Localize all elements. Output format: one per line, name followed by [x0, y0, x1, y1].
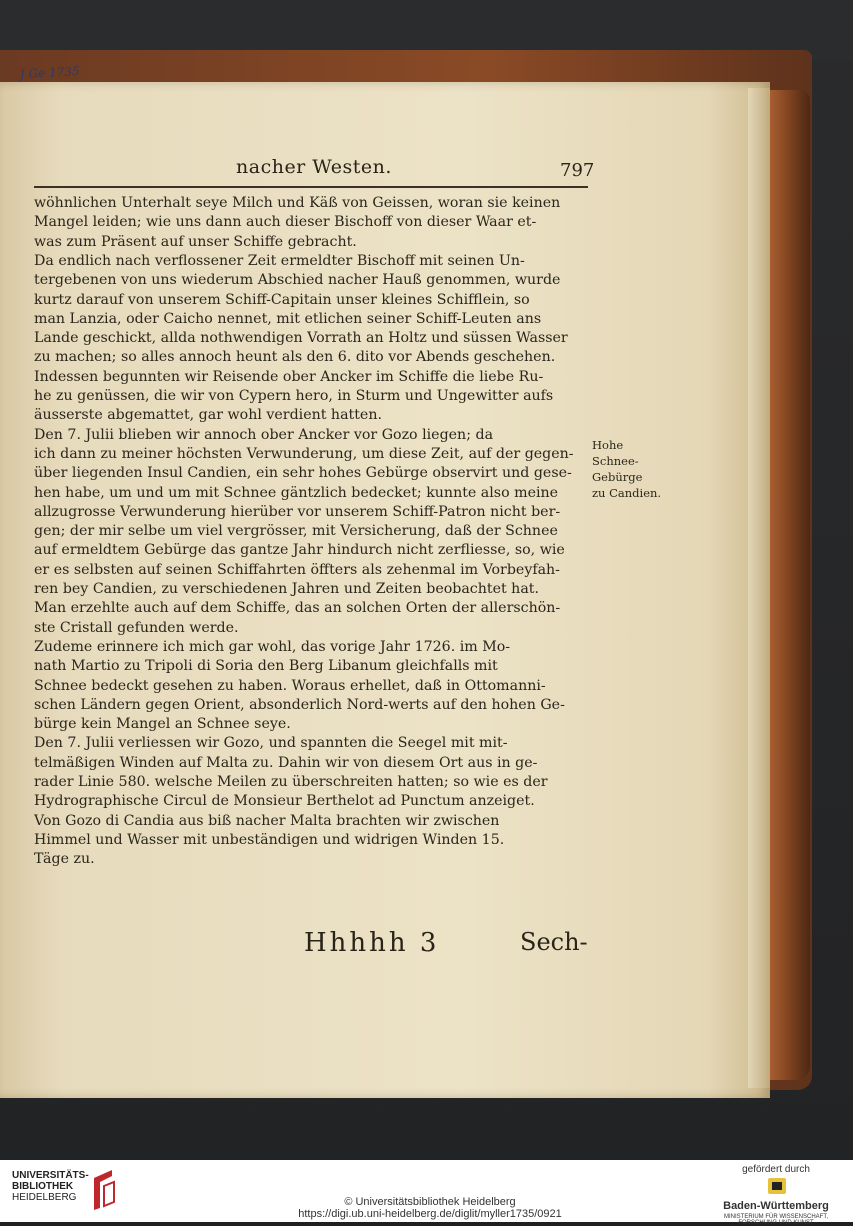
text-line: ren bey Candien, zu verschiedenen Jahren und Zeiten beobachtet hat. [34, 581, 539, 597]
text-line: ste Cristall gefunden werde. [34, 619, 239, 636]
page-edge [748, 88, 770, 1088]
text-line: Lande geschickt, allda nothwendigen Vorrath an Holtz und süssen Wasser [34, 330, 568, 347]
margin-note-line: Gebürge [592, 470, 643, 484]
text-line: Man erzehlte auch auf dem Schiffe, das an solchen Orten der allerschön- [34, 600, 561, 617]
text-line: rader Linie 580. welsche Meilen zu überschreiten hatten; so wie es der [34, 774, 548, 790]
text-line: über liegenden Insul Candien, ein sehr hohes Gebürge observirt und gese- [34, 465, 572, 482]
library-name-line-3: HEIDELBERG [12, 1192, 77, 1203]
text-line: telmäßigen Winden auf Malta zu. Dahin wir von diesem Ort aus in ge- [34, 754, 538, 771]
text-line: zu machen; so alles annoch heunt als den 6. dito vor Abends geschehen. [34, 349, 556, 366]
text-line: wöhnlichen Unterhalt seye Milch und Käß von Geissen, woran sie keinen [34, 195, 561, 211]
text-line: nath Martio zu Tripoli di Soria den Berg Libanum gleichfalls mit [34, 658, 498, 675]
library-logo-icon[interactable] [90, 1168, 118, 1214]
copyright-text: © Universitätsbibliothek Heidelberg [344, 1196, 516, 1208]
sponsor-label: gefördert durch [742, 1164, 810, 1175]
signature-mark: Hhhhh 3 [304, 928, 440, 958]
text-line: Indessen begunnten wir Reisende ober Ancker im Schiffe die liebe Ru- [34, 368, 544, 385]
library-name-line-2: BIBLIOTHEK [12, 1181, 74, 1192]
coat-of-arms-icon [762, 1176, 792, 1196]
text-line: schen Ländern gegen Orient, absonderlich Nord-werts auf den hohen Ge- [34, 696, 565, 713]
running-head: nacher Westen. [236, 156, 392, 178]
text-line: hen habe, um und um mit Schnee gäntzlich bedecket; kunnte also meine [34, 484, 559, 501]
permalink[interactable]: https://digi.ub.uni-heidelberg.de/diglit/myller1735/0921 [298, 1208, 562, 1220]
library-logo-text [12, 1170, 92, 1214]
sponsor-subtitle: MINISTERIUM FÜR WISSENSCHAFT, FORSCHUNG UND KUNST [723, 1214, 828, 1226]
text-line: Täge zu. [34, 851, 95, 868]
text-line: äusserste abgemattet, gar wohl verdient hatten. [34, 407, 382, 424]
margin-note [592, 436, 662, 506]
text-line: bürge kein Mangel an Schnee seye. [34, 716, 291, 733]
text-line: gen; der mir selbe um viel vergrösser, mit Versicherung, daß der Schnee [34, 523, 558, 540]
text-line: kurtz darauf von unserem Schiff-Capitain unser kleines Schifflein, so [34, 291, 530, 308]
text-line: Mangel leiden; wie uns dann auch dieser Bischoff von dieser Waar et- [34, 214, 537, 231]
header-rule [34, 186, 588, 188]
text-line: Den 7. Julii verliessen wir Gozo, und spannten die Seegel mit mit- [34, 735, 508, 752]
catchword: Sech- [520, 928, 588, 956]
text-line: auf ermeldtem Gebürge das gantze Jahr hindurch nicht zerfliesse, so, wie [34, 542, 565, 559]
text-line: allzugrosse Verwunderung hierüber vor unserem Schiff-Patron nicht ber- [34, 503, 561, 520]
text-line: Himmel und Wasser mit unbeständigen und widrigen Winden 15. [34, 831, 505, 848]
text-line: ich dann zu meiner höchsten Verwunderung, um diese Zeit, auf der gegen- [34, 445, 574, 462]
text-line: tergebenen von uns wiederum Abschied nacher Hauß genommen, wurde [34, 272, 561, 289]
text-line: Schnee bedeckt gesehen zu haben. Woraus erhellet, daß in Ottomanni- [34, 677, 546, 694]
page-number: 797 [560, 160, 595, 181]
text-line: he zu genüssen, die wir von Cypern hero, in Sturm und Ungewitter aufs [34, 388, 554, 404]
margin-note-line: zu Candien. [592, 486, 662, 500]
text-line: Zudeme erinnere ich mich gar wohl, das vorige Jahr 1726. im Mo- [34, 638, 511, 655]
text-line: Von Gozo di Candia aus biß nacher Malta brachten wir zwischen [34, 812, 500, 829]
margin-note-line: Schnee- [592, 454, 639, 468]
text-line: Da endlich nach verflossener Zeit ermeldter Bischoff mit seinen Un- [34, 252, 525, 269]
sponsor-name: Baden-Württemberg [723, 1200, 829, 1212]
text-line: Hydrographische Circul de Monsieur Berthelot ad Punctum anzeiget. [34, 793, 535, 810]
text-line: Den 7. Julii blieben wir annoch ober Ancker vor Gozo liegen; da [34, 426, 494, 443]
shelfmark-label: J Ge 1735 [19, 64, 80, 82]
text-line: was zum Präsent auf unser Schiffe gebracht. [34, 233, 357, 250]
page-body [34, 192, 594, 882]
library-name-line-1: UNIVERSITÄTS- [12, 1170, 89, 1181]
book-cover-edge [770, 90, 810, 1080]
text-line: er es selbsten auf seinen Schiffahrten öffters als zehenmal im Vorbeyfah- [34, 561, 560, 578]
margin-note-line: Hohe [592, 438, 624, 452]
text-line: man Lanzia, oder Caicho nennet, mit etlichen seiner Schiff-Leuten ans [34, 310, 542, 327]
